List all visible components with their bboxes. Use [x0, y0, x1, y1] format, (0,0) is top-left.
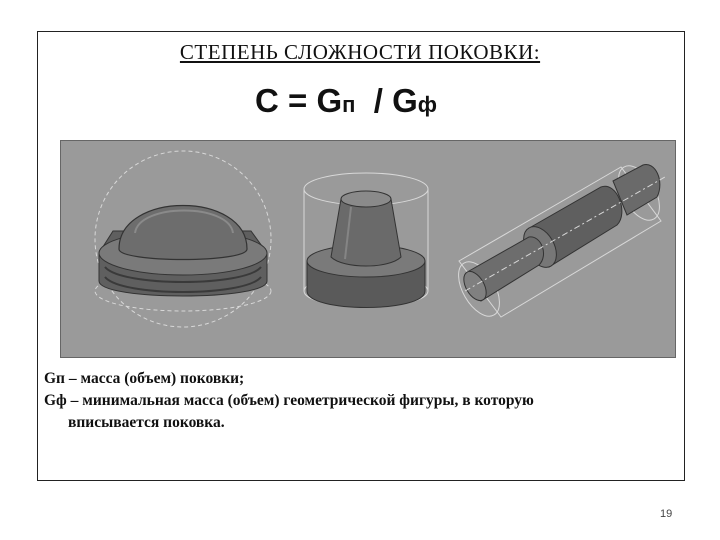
flanged-stem-forging: [304, 173, 428, 308]
definition-gf-line2: вписывается поковка.: [68, 414, 225, 431]
page-number: 19: [660, 508, 673, 520]
stepped-shaft-forging: [450, 159, 668, 323]
definitions: [44, 368, 680, 434]
forgings-illustration: [60, 140, 676, 358]
formula-sub-f: ф: [417, 92, 437, 117]
definition-gp: Gп – масса (объем) поковки;: [44, 370, 245, 387]
formula-lhs: С = G: [255, 82, 343, 119]
formula-sub-p: п: [342, 92, 356, 117]
formula-divider: / G: [355, 82, 418, 119]
forgings-svg: [61, 141, 675, 357]
complexity-formula: [255, 82, 437, 120]
slide-title: СТЕПЕНЬ СЛОЖНОСТИ ПОКОВКИ:: [179, 40, 541, 64]
dome-forging: [95, 151, 271, 327]
definition-gf-line1: Gф – минимальная масса (объем) геометрической фигуры, в которую: [44, 392, 534, 409]
